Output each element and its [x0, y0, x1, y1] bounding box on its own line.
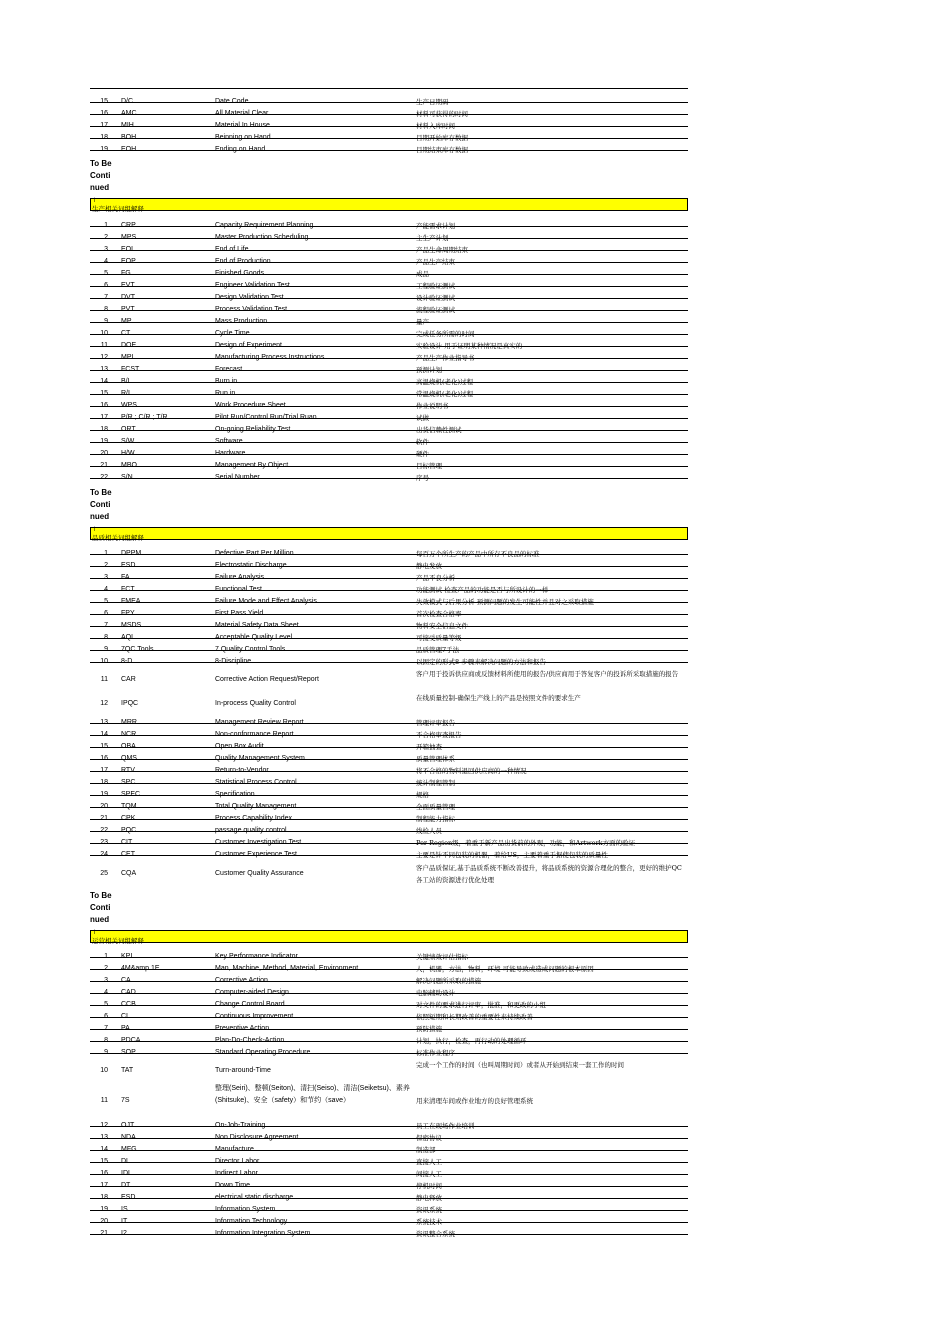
table-row: 10 CT Cycle Time 完成任务所需的时间: [90, 328, 688, 340]
table-row: 5 FG Finished Goods 成品: [90, 268, 688, 280]
table-row: 8 AQL Acceptable Quality Level 可接受质量等级: [90, 632, 688, 644]
table-row: 1 DPPM Defective Part Per Million 每百万个所生产的产品中所存不良品的标准: [90, 548, 688, 560]
table-row: 19 S/W Software 软件: [90, 436, 688, 448]
table-row: 7 MSDS Material Safety Data Sheet 物料安全信息文件: [90, 620, 688, 632]
table-row: 20 TQM Total Quality Management 全面质量管理: [90, 801, 688, 813]
table-row: 12 MPI Manufacturing Process Instructions 产品生产作业指导书: [90, 352, 688, 364]
table-row: 13 FCST Forecast 预测计划: [90, 364, 688, 376]
table-row: 21 CPK Process Capability Index 制程能力指标: [90, 813, 688, 825]
table-row: 4 FCT Functional Test 功能测试-检查产品的功能是否与所设计的一样: [90, 584, 688, 596]
table-row: 13 MRR Management Review Report 管理评审报告: [90, 717, 688, 729]
table-row: 10 8-D 8-Discipline 以固定的形式8-步骤来解决问题的方法和报告: [90, 656, 688, 668]
table-row: 19 EOH Ending on Hand 目期结束库存数据: [90, 144, 688, 156]
table-row: 17 RTV Return-to-Vendor 将不合格的物料退回供应商的一种情况: [90, 765, 688, 777]
table-row: 1 CRP Capacity Requirement Planning 产能需求计划: [90, 220, 688, 232]
table-row: 14 NCR Non-conformance Report 不合格审查报告: [90, 729, 688, 741]
table-row: 4 CAD Computer-aided Design 电脑辅助设计: [90, 987, 688, 999]
table-row: 22 S/N Serial Number 序号: [90, 472, 688, 484]
table-row: 5 CCB Change Control Board 对文件的要求进行评审，批准，和更改的小组: [90, 999, 688, 1011]
table-row: 19 IS Information System 资讯系统: [90, 1204, 688, 1216]
table-row: 22 PQC passage quality control 线检人员: [90, 825, 688, 837]
table-row: 25 CQA Customer Quality Assurance 客户品质保证,基于品质系统不断改善提升，将品质系统的资源合理化的整合，更好的维护QC各工站的资源进行优化处理: [100, 864, 682, 884]
table-row: 12 OJT On-Job-Training 员工在现场作业培训: [90, 1120, 688, 1132]
table-row: 15 D/C Date Code 生产日期码: [90, 96, 688, 108]
table-row: 3 FA Failure Analysis 产品不良分析: [90, 572, 688, 584]
table-row: 9 SOP Standard Operating Procedure 标准作业程序: [90, 1047, 688, 1059]
table-row: 17 DT Down Time 停机时间: [90, 1180, 688, 1192]
section-header-production: ↑ 生产相关词组解释: [90, 198, 688, 211]
table-row: 17 MIH Material In House 材料入库时间: [90, 120, 688, 132]
table-row: 15 DL Director Labor 直接人工: [90, 1156, 688, 1168]
table-row: 11 DOE Design of Experiment 实验设计-用于证明某种情况是真实的: [90, 340, 688, 352]
continued-note: To Be Conti nued: [90, 159, 112, 192]
table-row: 14 MFG Manufacture 制造部: [90, 1144, 688, 1156]
table-row: 9 7QC Tools 7 Quality Control Tools 品质管理7手法: [90, 644, 688, 656]
table-row: 16 WPS Work Procedure Sheet 作业说明书: [90, 400, 688, 412]
table-row: 1 KPI Key Performance Indicator 关键绩效评估指标: [90, 951, 688, 963]
table-row: 18 ORT On-going Reliability Test 出货信赖性测试: [90, 424, 688, 436]
table-row: 5 FMEA Failure Mode and Effect Analysis 失效模式与后果分析-预测问题的发生可能性并且对之采取措施: [90, 596, 688, 608]
table-row: 20 IT Information Technology 系统技术: [90, 1216, 688, 1228]
section-header-quality: ↑ 品质相关词组解释: [90, 527, 688, 540]
table-row: 21 I2 Information Integration System 资讯整合系统: [90, 1228, 688, 1240]
table-row: 24 CET Customer Experience Test 主要是针不同包装的机器，着给US，主要着重于据使包装的质量性: [90, 849, 688, 861]
table-row: 19 SPEC Specification 规格: [90, 789, 688, 801]
table-row: 18 ESD electrical static discharge 静电释放: [90, 1192, 688, 1204]
table-row: 18 BOH Beinning on Hand 目期开始库存数据: [90, 132, 688, 144]
table-row: 7 DVT Design Validation Test 设计验证测试: [90, 292, 688, 304]
table-row: 16 AMC All Material Clear 材料可获得的时间: [90, 108, 688, 120]
table-row: 11 7S 整理(Seiri)、整顿(Seiton)、清扫(Seiso)、清洁(Seiketsu)、素养(Shitsuke)、安全（safety）和节约（save） 用来清理车间或作业地方的良好管理系统: [100, 1085, 533, 1105]
table-row: 3 EOL End of Life 产品生命周期结束: [90, 244, 688, 256]
table-row: 8 PVT Process Validation Test 流程验证测试: [90, 304, 688, 316]
table-row: 13 NDA Non Disclosure Agreement 保密协议: [90, 1132, 688, 1144]
table-row: 3 CA Corrective Action 解决问题所采取的措施: [90, 975, 688, 987]
table-row: 8 PDCA Plan-Do-Check-Action 计划，执行，检查，再行动的处理循环: [90, 1035, 688, 1047]
table-row: 2 ESD Electrostatic Discharge 静电发放: [90, 560, 688, 572]
table-row: 23 CIT Customer Investigation Test Per Region级，着重于新产品出货前的外观，功能，和Artwork方面的验证: [90, 837, 688, 849]
table-row: 10 TAT Turn-around-Time 完成一个工作的时间（也叫周期时间）或者从开始到结束一套工作的时间: [100, 1061, 624, 1074]
table-row: 18 SPC Statistical Process Control 统计制程管制: [90, 777, 688, 789]
table-row: 14 B/I Burn in 高温烧机(老化)过程: [90, 376, 688, 388]
table-row: 11 CAR Corrective Action Request/Report 客户用于投诉供应商或反馈材料所使用的报告/供应商用于答复客户的投诉所采取措施的报告: [100, 670, 679, 683]
table-row: 4 EOP End of Production 产品生产结束: [90, 256, 688, 268]
table-row: 21 MBO Management By Object 目标管理: [90, 460, 688, 472]
table-row: 15 OBA Open Box Audit 开箱抽查: [90, 741, 688, 753]
top-rule: [90, 88, 688, 89]
table-row: 6 EVT Engineer Validation Test 工程验证测试: [90, 280, 688, 292]
table-row: 2 4M&amp 1E Man, Machine, Method, Material, Environment 人，机器，方法，物料，环境-可能导致或造成问题的根本原因: [90, 963, 688, 975]
table-row: 16 IDL Indirect Labor 间接人工: [90, 1168, 688, 1180]
table-row: 17 P/R ; C/R ; T/R Pilot Run/Control Run/Trial Ruan 试做: [90, 412, 688, 424]
table-row: 2 MPS Master Production Scheduling 主生产计划: [90, 232, 688, 244]
table-row: 12 IPQC In-process Quality Control 在线质量控制-确保生产线上的产品是按照文件的要求生产: [100, 694, 581, 707]
continued-note: To Be Conti nued: [90, 488, 112, 521]
continued-note: To Be Conti nued: [90, 891, 112, 924]
section-header-operations: ↑ 运营相关词组解释: [90, 930, 688, 943]
table-row: 16 QMS Quality Management System 质量管理体系: [90, 753, 688, 765]
table-row: 6 FPY First Pass Yield 首次检查合格率: [90, 608, 688, 620]
table-row: 6 CI Continuous Improvement 依照短期和长期改善的重要性来持续改善: [90, 1011, 688, 1023]
table-row: 20 H/W Hardware 硬件: [90, 448, 688, 460]
table-row: 15 R/I Run in 常温烧机(老化)过程: [90, 388, 688, 400]
table-row: 9 MP Mass Production 量产: [90, 316, 688, 328]
table-row: 7 PA Preventive Action 预防措施: [90, 1023, 688, 1035]
